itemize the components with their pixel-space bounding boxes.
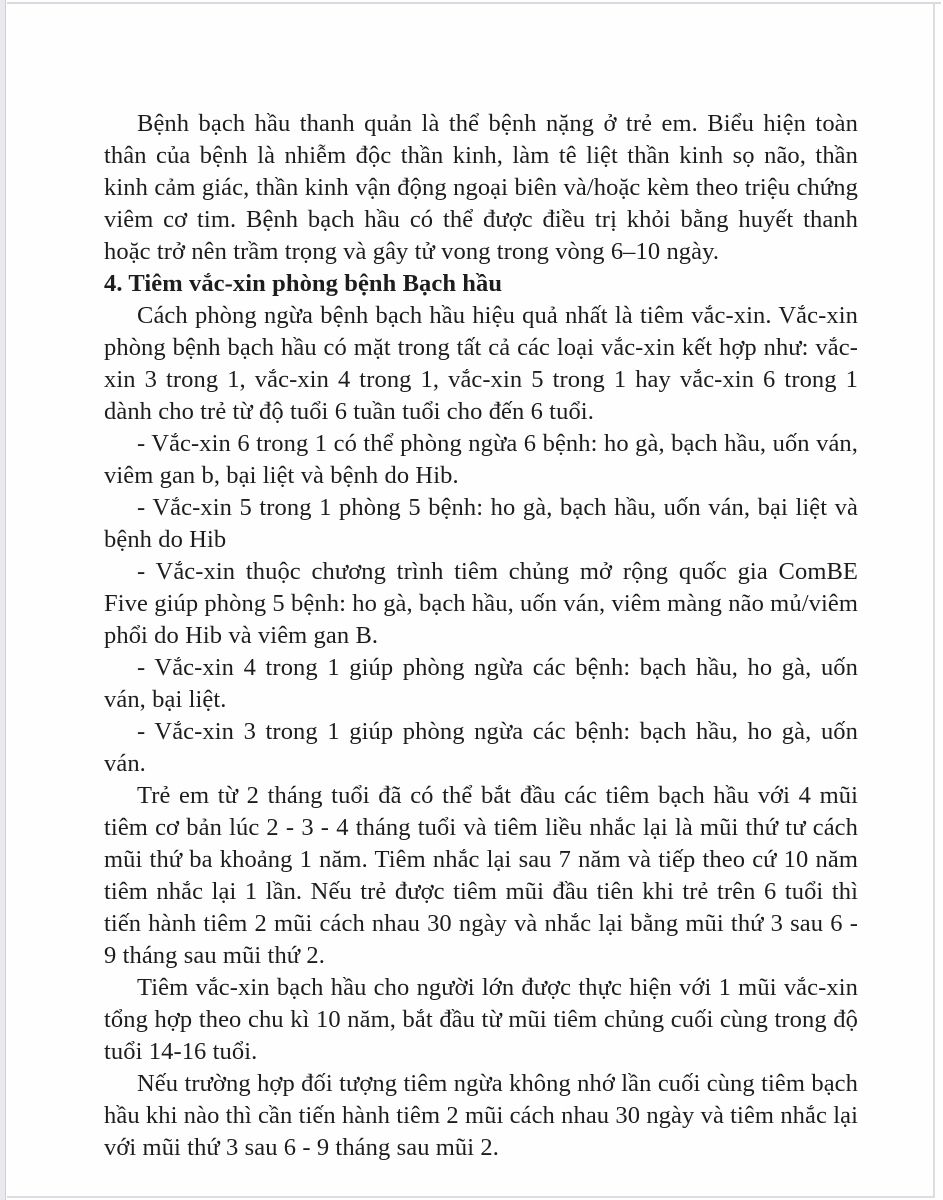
page-edge-left bbox=[0, 0, 6, 1200]
page-edge-top bbox=[7, 2, 941, 4]
paragraph-diphtheria-severity: Bệnh bạch hầu thanh quản là thể bệnh nặng ở trẻ em. Biểu hiện toàn thân của bệnh là nhiễm độc thần kinh, làm tê liệt thần kinh sọ não, thần kinh cảm giác, thần kinh vận động ngoại biên và/hoặc kèm theo triệu chứng viêm cơ tim. Bệnh bạch hầu có thể được điều trị khỏi bằng huyết thanh hoặc trở nên trầm trọng và gây tử vong trong vòng 6–10 ngày. bbox=[104, 110, 858, 265]
document-body bbox=[104, 108, 858, 1164]
paragraph-unknown-last-dose: Nếu trường hợp đối tượng tiêm ngừa không nhớ lần cuối cùng tiêm bạch hầu khi nào thì cần tiến hành tiêm 2 mũi cách nhau 30 ngày và tiêm nhắc lại với mũi thứ 3 sau 6 - 9 tháng sau mũi 2. bbox=[104, 1070, 858, 1161]
section-heading-vaccination: 4. Tiêm vắc-xin phòng bệnh Bạch hầu bbox=[104, 270, 503, 297]
list-item-vaccine-combe-five: - Vắc-xin thuộc chương trình tiêm chủng mở rộng quốc gia ComBE Five giúp phòng 5 bệnh: ho gà, bạch hầu, uốn ván, viêm màng não mủ/viêm phổi do Hib và viêm gan B. bbox=[104, 558, 858, 649]
paragraph-child-schedule: Trẻ em từ 2 tháng tuổi đã có thể bắt đầu các tiêm bạch hầu với 4 mũi tiêm cơ bản lúc 2 - 3 - 4 tháng tuổi và tiêm liều nhắc lại là mũi thứ tư cách mũi thứ ba khoảng 1 năm. Tiêm nhắc lại sau 7 năm và tiếp theo cứ 10 năm tiêm nhắc lại 1 lần. Nếu trẻ được tiêm mũi đầu tiên khi trẻ trên 6 tuổi thì tiến hành tiêm 2 mũi cách nhau 30 ngày và nhắc lại bằng mũi thứ 3 sau 6 - 9 tháng sau mũi thứ 2. bbox=[104, 782, 858, 969]
paragraph-adult-schedule: Tiêm vắc-xin bạch hầu cho người lớn được thực hiện với 1 mũi vắc-xin tổng hợp theo chu kì 10 năm, bắt đầu từ mũi tiêm chủng cuối cùng trong độ tuổi 14-16 tuổi. bbox=[104, 974, 858, 1065]
list-item-vaccine-5in1: - Vắc-xin 5 trong 1 phòng 5 bệnh: ho gà, bạch hầu, uốn ván, bại liệt và bệnh do Hib bbox=[104, 494, 858, 553]
page-edge-bottom bbox=[7, 1196, 935, 1198]
list-item-vaccine-6in1: - Vắc-xin 6 trong 1 có thể phòng ngừa 6 bệnh: ho gà, bạch hầu, uốn ván, viêm gan b, bại liệt và bệnh do Hib. bbox=[104, 430, 858, 489]
list-item-vaccine-3in1: - Vắc-xin 3 trong 1 giúp phòng ngừa các bệnh: bạch hầu, ho gà, uốn ván. bbox=[104, 718, 858, 777]
paragraph-prevention-intro: Cách phòng ngừa bệnh bạch hầu hiệu quả nhất là tiêm vắc-xin. Vắc-xin phòng bệnh bạch hầu có mặt trong tất cả các loại vắc-xin kết hợp như: vắc-xin 3 trong 1, vắc-xin 4 trong 1, vắc-xin 5 trong 1 hay vắc-xin 6 trong 1 dành cho trẻ từ độ tuổi 6 tuần tuổi cho đến 6 tuổi. bbox=[104, 302, 858, 425]
list-item-vaccine-4in1: - Vắc-xin 4 trong 1 giúp phòng ngừa các bệnh: bạch hầu, ho gà, uốn ván, bại liệt. bbox=[104, 654, 858, 713]
page-edge-right bbox=[933, 3, 935, 1197]
